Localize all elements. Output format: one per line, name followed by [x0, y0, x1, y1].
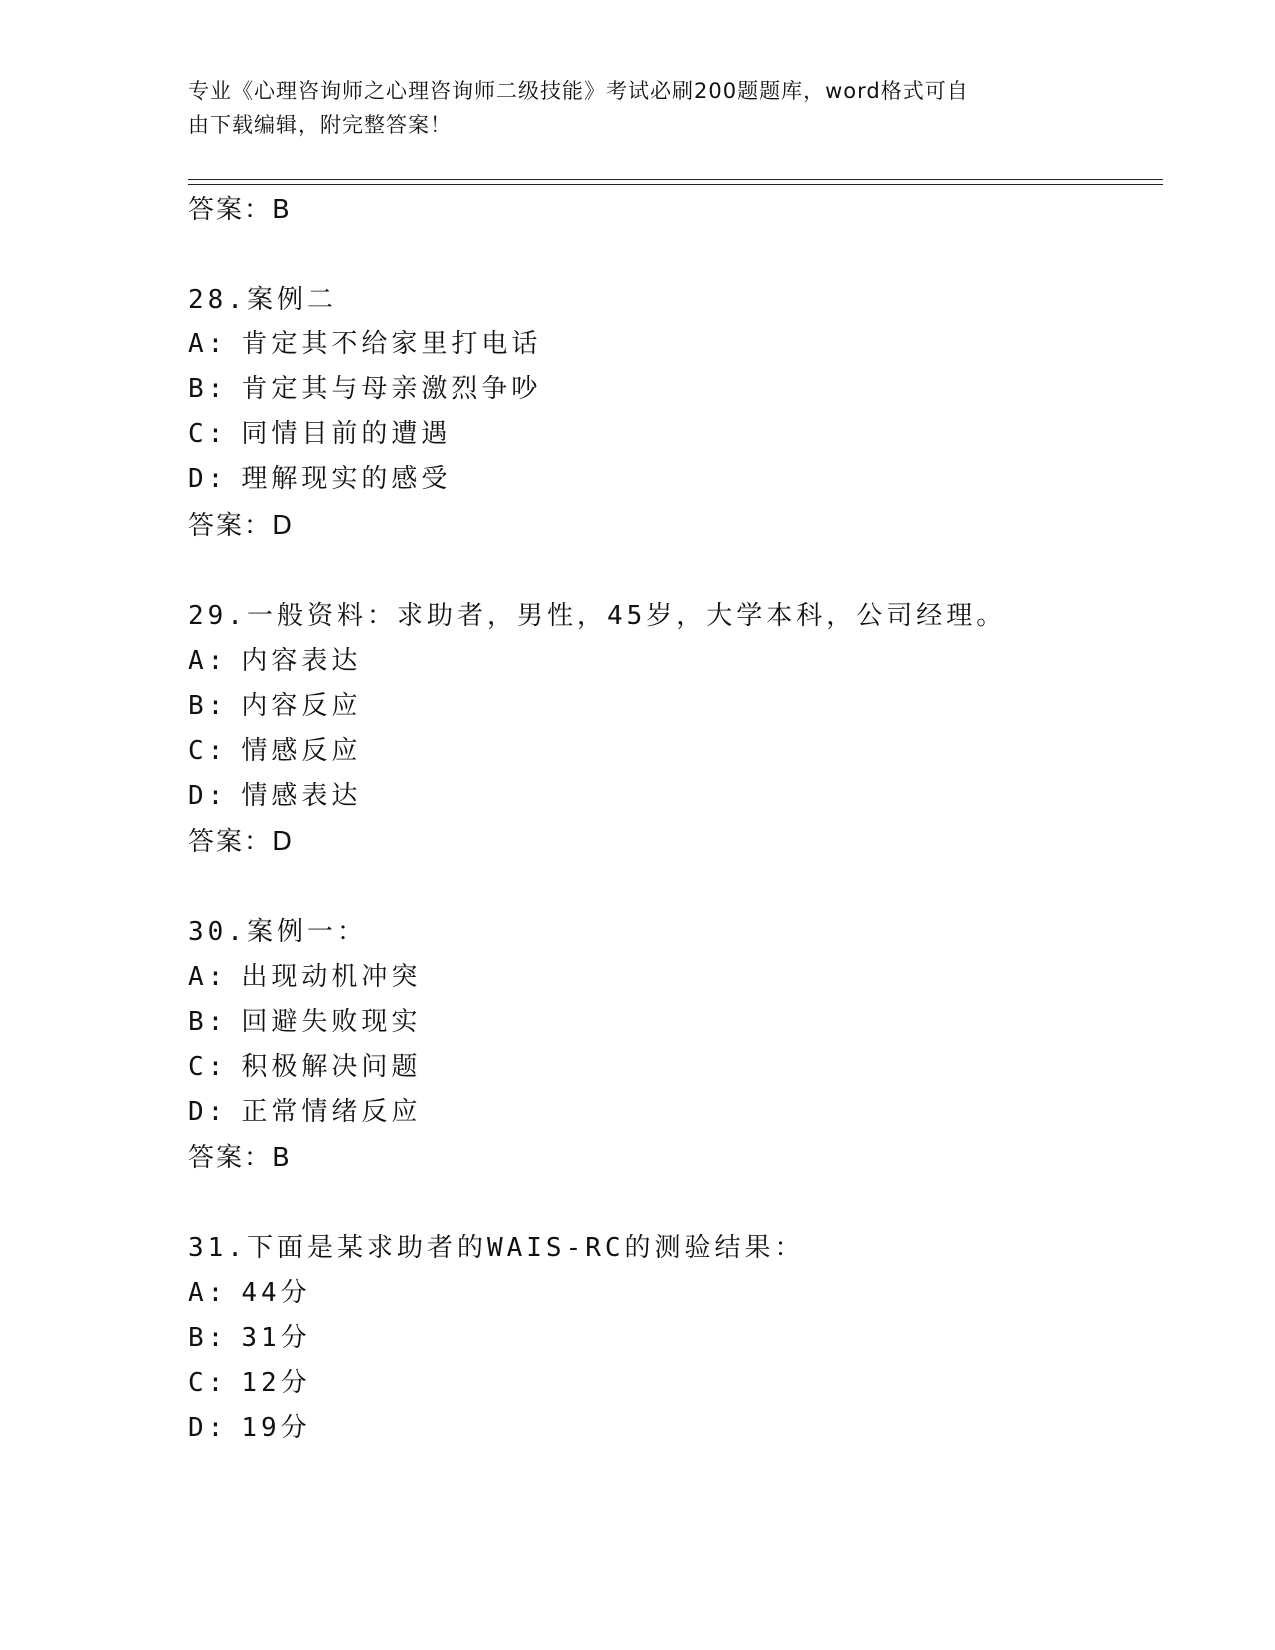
question-number: 30.: [188, 917, 247, 947]
option-text: 内容反应: [241, 691, 362, 721]
option-item: [188, 735, 361, 767]
option-text: 肯定其与母亲激烈争吵: [241, 374, 542, 404]
option-key: C:: [188, 419, 228, 449]
option-item: [188, 463, 451, 495]
question-text: 案例一：: [246, 917, 367, 947]
option-item: [188, 328, 541, 360]
question-title: [188, 1232, 805, 1264]
option-text: 同情目前的遭遇: [241, 419, 452, 449]
option-key: B:: [188, 691, 228, 721]
option-text: 正常情绪反应: [241, 1097, 422, 1127]
option-text: 肯定其不给家里打电话: [241, 329, 542, 359]
option-item: [188, 690, 361, 722]
option-item: [188, 1051, 421, 1083]
option-item: [188, 418, 451, 450]
option-key: D:: [188, 781, 228, 811]
header-divider-top: [188, 179, 1163, 180]
option-text: 出现动机冲突: [241, 962, 422, 992]
header-divider-bottom: [188, 184, 1163, 185]
question-title: [188, 600, 1006, 632]
question-title: [188, 916, 367, 948]
option-item: [188, 373, 541, 405]
option-key: C:: [188, 1368, 228, 1398]
option-text: 44分: [241, 1278, 311, 1308]
option-key: C:: [188, 1052, 228, 1082]
option-item: [188, 1096, 421, 1128]
option-text: 积极解决问题: [241, 1052, 422, 1082]
option-text: 19分: [241, 1413, 311, 1443]
option-text: 31分: [241, 1323, 311, 1353]
question-number: 28.: [188, 285, 247, 315]
option-text: 情感反应: [241, 736, 362, 766]
answer-prev: 答案：B: [188, 195, 292, 225]
option-item: [188, 1322, 311, 1354]
question-text: 一般资料：求助者，男性，45岁，大学本科，公司经理。: [246, 601, 1007, 631]
option-key: B:: [188, 1323, 228, 1353]
answer-line: 答案：B: [188, 1143, 292, 1173]
option-key: D:: [188, 464, 228, 494]
option-text: 回避失败现实: [241, 1007, 422, 1037]
option-key: D:: [188, 1097, 228, 1127]
option-text: 12分: [241, 1368, 311, 1398]
option-text: 内容表达: [241, 646, 362, 676]
question-number: 31.: [188, 1233, 247, 1263]
option-key: A:: [188, 646, 228, 676]
question-text: 案例二: [246, 285, 337, 315]
option-item: [188, 780, 361, 812]
option-text: 情感表达: [241, 781, 362, 811]
option-item: [188, 961, 421, 993]
option-key: D:: [188, 1413, 228, 1443]
option-item: [188, 1367, 311, 1399]
header-line-1: 专业《心理咨询师之心理咨询师二级技能》考试必刷200题题库，word格式可自: [188, 79, 969, 103]
option-item: [188, 645, 361, 677]
option-key: A:: [188, 329, 228, 359]
option-text: 理解现实的感受: [241, 464, 452, 494]
header-line-2: 由下载编辑，附完整答案！: [188, 113, 452, 137]
option-item: [188, 1006, 421, 1038]
answer-line: 答案：D: [188, 827, 295, 857]
document-header: [188, 74, 1068, 142]
question-text: 下面是某求助者的WAIS-RC的测验结果：: [246, 1233, 805, 1263]
option-key: B:: [188, 374, 228, 404]
question-number: 29.: [188, 601, 247, 631]
question-title: [188, 284, 337, 316]
option-item: [188, 1277, 311, 1309]
option-key: A:: [188, 1278, 228, 1308]
option-key: C:: [188, 736, 228, 766]
option-item: [188, 1412, 311, 1444]
option-key: B:: [188, 1007, 228, 1037]
option-key: A:: [188, 962, 228, 992]
answer-line: 答案：D: [188, 511, 295, 541]
